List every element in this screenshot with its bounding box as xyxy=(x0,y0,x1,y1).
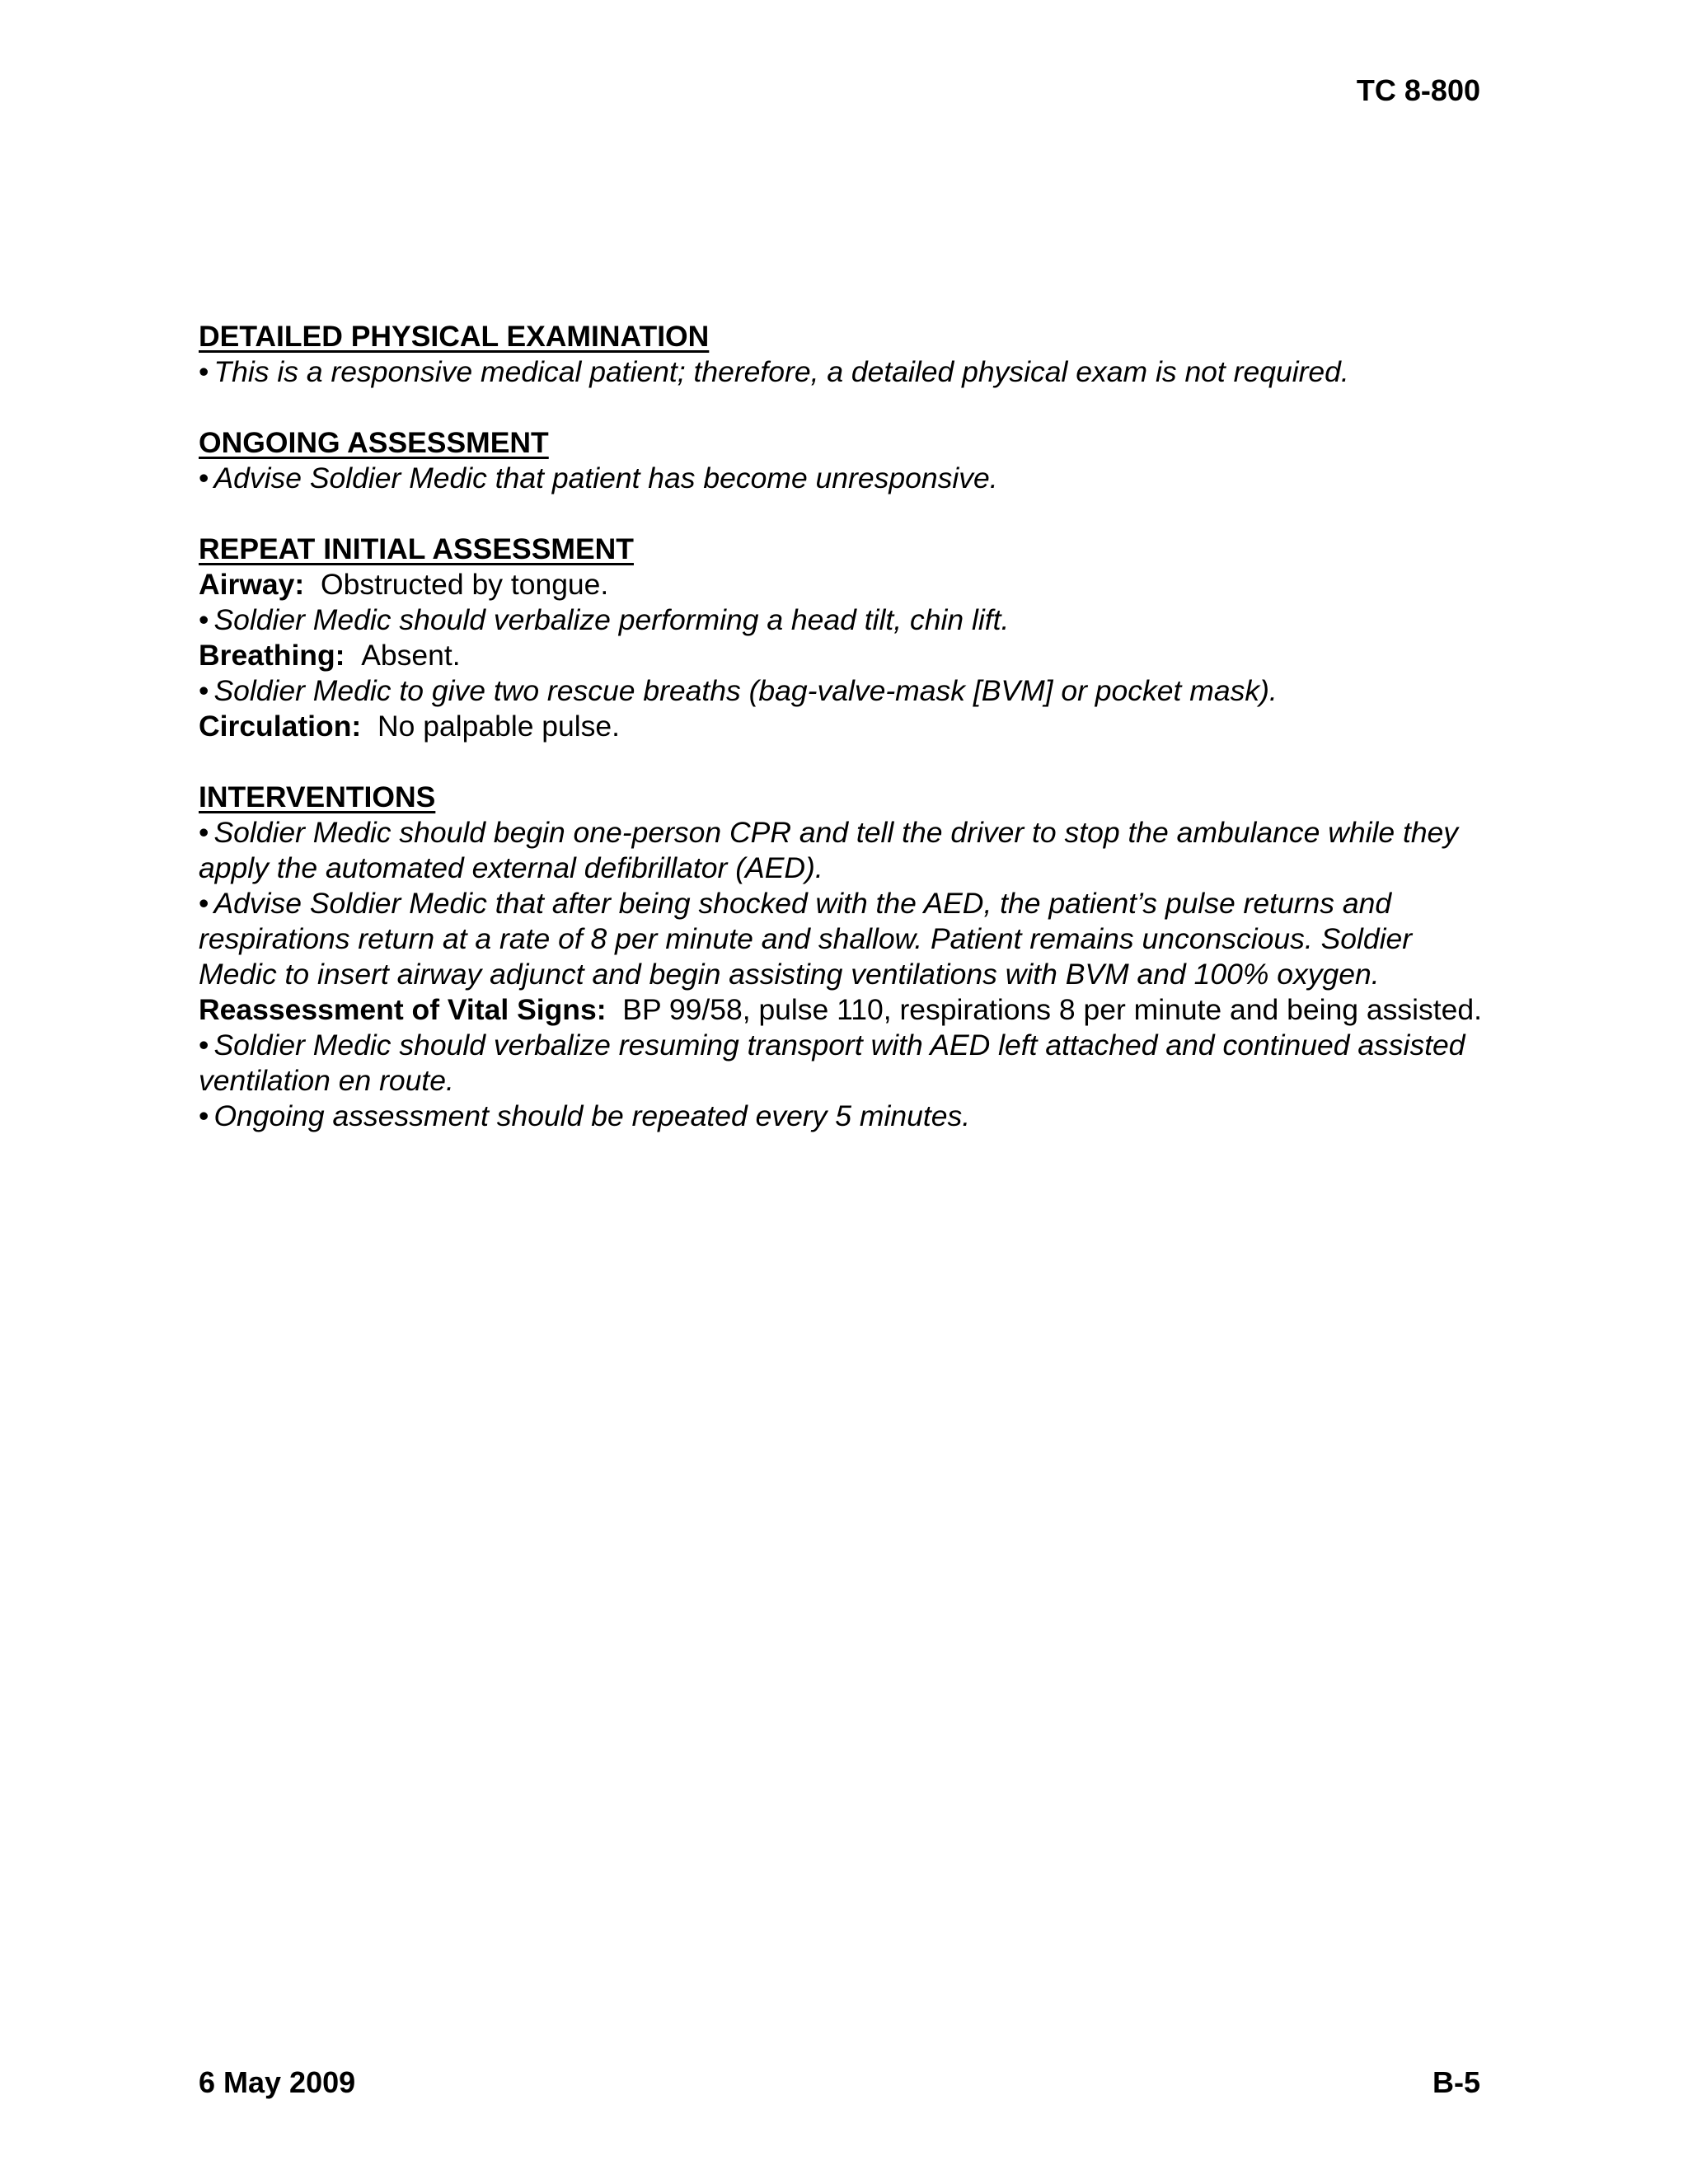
bullet-icon: • xyxy=(199,603,209,636)
page-content xyxy=(199,319,1484,1169)
airway-label: Airway: xyxy=(199,568,305,601)
section-heading: REPEAT INITIAL ASSESSMENT xyxy=(199,532,634,565)
bullet-item: • Soldier Medic should verbalize resuming transport with AED left attached and continued assisted ventilation en route. xyxy=(199,1029,1465,1097)
section-heading: ONGOING ASSESSMENT xyxy=(199,426,549,459)
bullet-item: • Advise Soldier Medic that patient has become unresponsive. xyxy=(199,462,998,494)
bullet-item: • Soldier Medic to give two rescue breaths (bag-valve-mask [BVM] or pocket mask). xyxy=(199,674,1278,707)
section-repeat-initial-assessment xyxy=(199,532,1484,744)
breathing-label: Breathing: xyxy=(199,639,345,672)
section-interventions xyxy=(199,780,1484,1134)
vitals-value: BP 99/58, pulse 110, respirations 8 per minute and being assisted. xyxy=(622,993,1482,1026)
footer-page-number: B-5 xyxy=(1432,2065,1480,2099)
vitals-line xyxy=(199,992,1484,1028)
vitals-label: Reassessment of Vital Signs: xyxy=(199,993,607,1026)
bullet-icon: • xyxy=(199,1099,209,1132)
bullet-item: • Soldier Medic should begin one-person CPR and tell the driver to stop the ambulance while they apply the automated external defibrillator (AED). xyxy=(199,816,1459,884)
footer-date: 6 May 2009 xyxy=(199,2065,356,2099)
bullet-icon: • xyxy=(199,887,209,920)
document-id: TC 8-800 xyxy=(1356,73,1480,107)
section-detailed-physical-examination xyxy=(199,319,1484,390)
bullet-icon: • xyxy=(199,816,209,849)
breathing-value: Absent. xyxy=(361,639,461,672)
section-heading: INTERVENTIONS xyxy=(199,780,436,813)
circulation-label: Circulation: xyxy=(199,710,362,743)
bullet-item: • Soldier Medic should verbalize performing a head tilt, chin lift. xyxy=(199,603,1010,636)
circulation-value: No palpable pulse. xyxy=(377,710,621,743)
section-heading: DETAILED PHYSICAL EXAMINATION xyxy=(199,320,710,353)
bullet-icon: • xyxy=(199,462,209,494)
bullet-icon: • xyxy=(199,1029,209,1062)
airway-value: Obstructed by tongue. xyxy=(320,568,609,601)
breathing-line xyxy=(199,638,1484,673)
airway-line xyxy=(199,567,1484,602)
section-ongoing-assessment xyxy=(199,425,1484,496)
bullet-item: • Ongoing assessment should be repeated every 5 minutes. xyxy=(199,1099,971,1132)
circulation-line xyxy=(199,709,1484,744)
bullet-item: • This is a responsive medical patient; therefore, a detailed physical exam is not required. xyxy=(199,355,1349,388)
bullet-icon: • xyxy=(199,674,209,707)
bullet-icon: • xyxy=(199,355,209,388)
bullet-item: • Advise Soldier Medic that after being shocked with the AED, the patient’s pulse returns and respirations return at a rate of 8 per minute and shallow. Patient remains unconscious. Soldier Medic to insert airway adjunct and begin assisting ventilations with BVM and 100% oxygen. xyxy=(199,887,1413,991)
